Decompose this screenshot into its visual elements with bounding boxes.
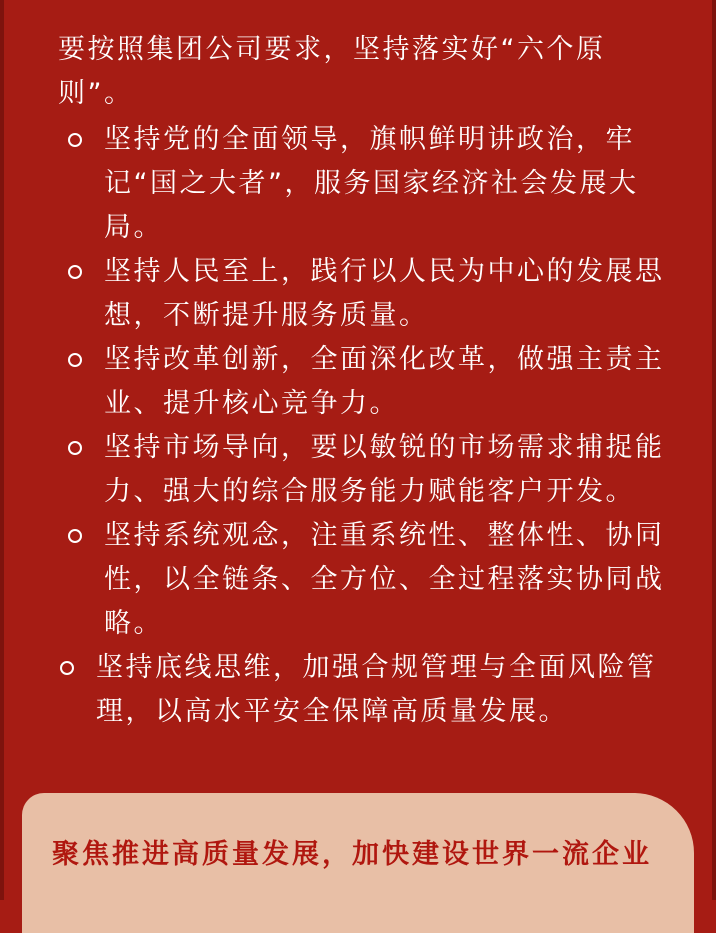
principle-text: 坚持系统观念，注重系统性、整体性、协同性，以全链条、全方位、全过程落实协同战略。 <box>104 520 665 639</box>
bullet-circle-icon <box>68 353 82 367</box>
principle-item-2 <box>104 250 678 338</box>
principle-item-5 <box>104 514 678 646</box>
principle-text: 坚持人民至上，践行以人民为中心的发展思想，不断提升服务质量。 <box>104 256 665 331</box>
bullet-circle-icon <box>68 441 82 455</box>
principle-text: 坚持党的全面领导，旗帜鲜明讲政治，牢记“国之大者”，服务国家经济社会发展大局。 <box>104 124 639 243</box>
principle-text: 坚持市场导向，要以敏锐的市场需求捕捉能力、强大的综合服务能力赋能客户开发。 <box>104 432 665 507</box>
principle-item-1 <box>104 118 678 250</box>
bullet-circle-icon <box>60 661 74 675</box>
section-title: 聚焦推进高质量发展，加快建设世界一流企业 <box>52 839 652 870</box>
bullet-circle-icon <box>68 529 82 543</box>
bullet-circle-icon <box>68 133 82 147</box>
bullet-circle-icon <box>68 265 82 279</box>
principle-item-3 <box>104 338 678 426</box>
principles-list <box>58 118 678 734</box>
intro-paragraph: 要按照集团公司要求，坚持落实好“六个原则”。 <box>58 34 606 109</box>
principle-item-4 <box>104 426 678 514</box>
principle-item-6 <box>58 646 678 734</box>
principle-text: 坚持改革创新，全面深化改革，做强主责主业、提升核心竞争力。 <box>104 344 665 419</box>
principle-text: 坚持底线思维，加强合规管理与全面风险管理，以高水平安全保障高质量发展。 <box>96 652 657 727</box>
article-body <box>58 28 678 734</box>
section-card <box>22 793 694 933</box>
